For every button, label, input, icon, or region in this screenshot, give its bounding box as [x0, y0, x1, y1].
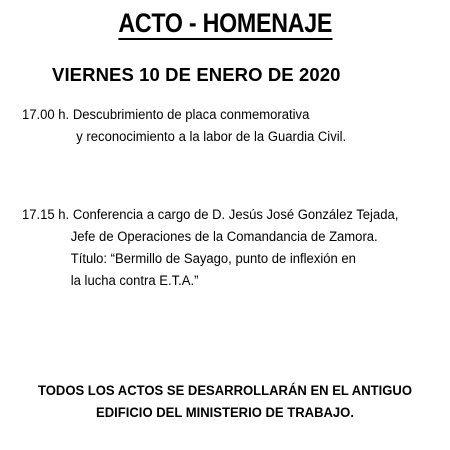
event-description: Jefe de Operaciones de la Comandancia de Zamora. — [70, 229, 378, 245]
event-line — [22, 104, 346, 126]
event-time: 17.15 h. — [22, 207, 70, 223]
event-item — [22, 204, 431, 292]
event-line — [22, 204, 398, 226]
event-item — [22, 104, 374, 148]
event-description: Descubrimiento de placa conmemorativa — [72, 107, 310, 123]
event-description: y reconocimiento a la labor de la Guardia Civil. — [76, 129, 347, 145]
event-description: la lucha contra E.T.A.” — [70, 273, 199, 289]
footer-line: EDIFICIO DEL MINISTERIO DE TRABAJO. — [96, 405, 354, 421]
event-time: 17.00 h. — [22, 107, 70, 123]
footer-note — [0, 380, 450, 424]
event-description: Título: “Bermillo de Sayago, punto de inflexión en — [70, 251, 356, 267]
event-date: VIERNES 10 DE ENERO DE 2020 — [52, 64, 341, 85]
event-description: Conferencia a cargo de D. Jesús José González Tejada, — [72, 207, 399, 223]
title-container — [0, 8, 450, 40]
footer-line: TODOS LOS ACTOS SE DESARROLLARÁN EN EL ANTIGUO — [38, 383, 412, 399]
document-title: ACTO - HOMENAJE — [118, 8, 332, 38]
